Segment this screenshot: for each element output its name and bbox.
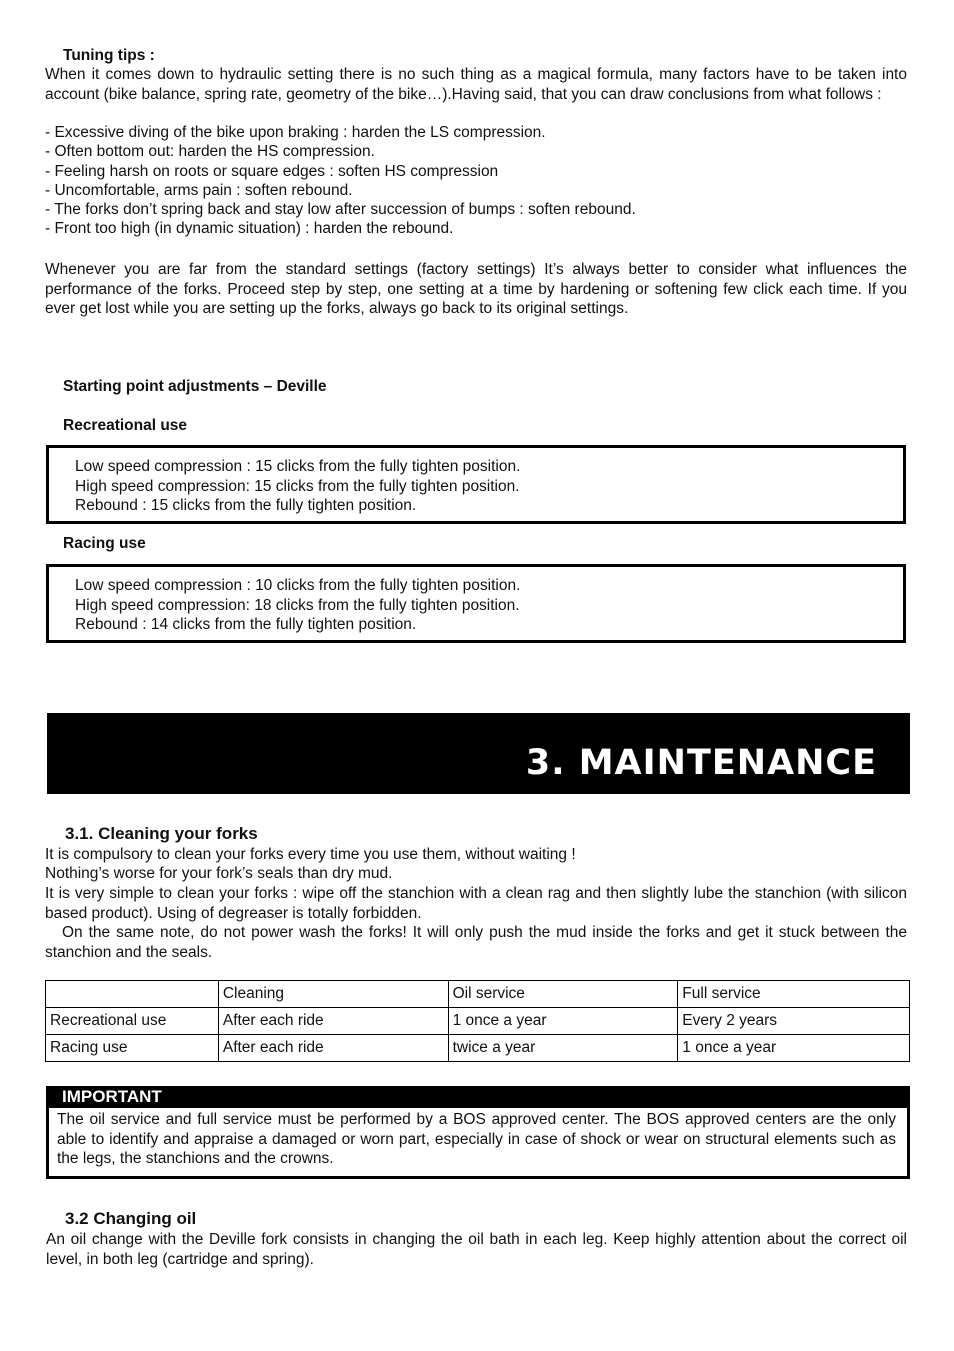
table-cell: twice a year — [448, 1035, 678, 1062]
tuning-advice: Whenever you are far from the standard settings (factory settings) It’s always better to consider what influences the performance of the forks. Proceed step by step, one setting at a time by hardening or softening few click each time. If you ever get lost while you are setting up the forks, always go back to its original settings. — [45, 261, 907, 317]
setting-line: Rebound : 14 clicks from the fully tighten position. — [75, 616, 417, 633]
cleaning-line: Nothing’s worse for your fork’s seals than dry mud. — [45, 865, 393, 882]
tuning-tip: - Uncomfortable, arms pain : soften rebound. — [45, 182, 353, 199]
service-table — [45, 980, 910, 1062]
important-header — [46, 1086, 910, 1108]
tuning-tip: - Often bottom out: harden the HS compression. — [45, 143, 375, 160]
tuning-tip: - Feeling harsh on roots or square edges : soften HS compression — [45, 163, 499, 180]
racing-label: Racing use — [63, 535, 146, 552]
table-cell — [46, 981, 219, 1008]
cleaning-para: It is very simple to clean your forks : wipe off the stanchion with a clean rag and then slightly lube the stanchion (with silicon based product). Using of degreaser is totally forbidden. — [45, 885, 907, 922]
table-cell: Racing use — [46, 1035, 219, 1062]
table-row — [46, 1008, 910, 1035]
cleaning-para: On the same note, do not power wash the forks! It will only push the mud inside the forks and get it stuck between the stanchion and the seals. — [45, 924, 907, 961]
table-cell: Recreational use — [46, 1008, 219, 1035]
recreational-label: Recreational use — [63, 417, 188, 434]
maintenance-banner — [47, 713, 910, 794]
table-row — [46, 1035, 910, 1062]
table-cell: After each ride — [218, 1035, 448, 1062]
racing-settings-box — [46, 564, 906, 643]
table-cell: Full service — [678, 981, 910, 1008]
table-header-row — [46, 981, 910, 1008]
tuning-heading: Tuning tips : — [63, 47, 155, 64]
tuning-tip: - Front too high (in dynamic situation) : harden the rebound. — [45, 220, 454, 237]
cleaning-line: It is compulsory to clean your forks every time you use them, without waiting ! — [45, 846, 576, 863]
table-cell: After each ride — [218, 1008, 448, 1035]
setting-line: Low speed compression : 15 clicks from the fully tighten position. — [75, 458, 521, 475]
table-cell: 1 once a year — [448, 1008, 678, 1035]
cleaning-heading: 3.1. Cleaning your forks — [65, 824, 258, 843]
oil-text: An oil change with the Deville fork consists in changing the oil bath in each leg. Keep highly attention about the correct oil level, in both leg (cartridge and spring). — [46, 1231, 907, 1268]
tuning-intro: When it comes down to hydraulic setting there is no such thing as a magical formula, many factors have to be taken into account (bike balance, spring rate, geometry of the bike…).Having said, that you can draw conclusions from what follows : — [45, 66, 907, 103]
setting-line: High speed compression: 15 clicks from the fully tighten position. — [75, 478, 520, 495]
setting-line: Rebound : 15 clicks from the fully tighten position. — [75, 497, 417, 514]
important-title: IMPORTANT — [62, 1087, 162, 1106]
section-title: 3. MAINTENANCE — [525, 743, 877, 783]
recreational-settings-box — [46, 445, 906, 524]
table-cell: 1 once a year — [678, 1035, 910, 1062]
tuning-tip: - The forks don’t spring back and stay low after succession of bumps : soften rebound. — [45, 201, 636, 218]
table-cell: Every 2 years — [678, 1008, 910, 1035]
oil-heading: 3.2 Changing oil — [65, 1209, 197, 1228]
important-text: The oil service and full service must be performed by a BOS approved center. The BOS approved centers are the only able to identify and appraise a damaged or worn part, especially in case of shock or wear on structural elements such as the legs, the stanchions and the crowns. — [57, 1111, 896, 1167]
setting-line: High speed compression: 18 clicks from the fully tighten position. — [75, 597, 520, 614]
tuning-tip: - Excessive diving of the bike upon braking : harden the LS compression. — [45, 124, 546, 141]
setting-line: Low speed compression : 10 clicks from the fully tighten position. — [75, 577, 521, 594]
table-cell: Oil service — [448, 981, 678, 1008]
table-cell: Cleaning — [218, 981, 448, 1008]
starting-heading: Starting point adjustments – Deville — [63, 378, 327, 395]
